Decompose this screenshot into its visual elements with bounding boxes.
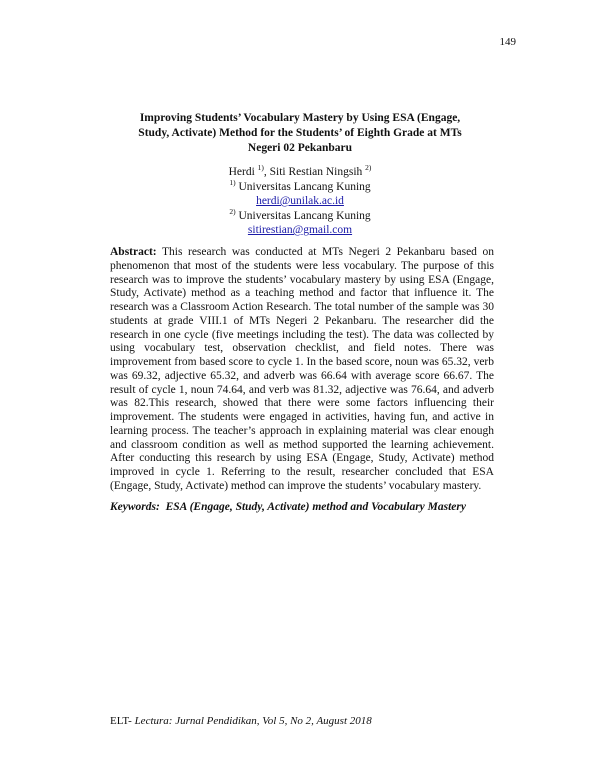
keywords-text: ESA (Engage, Study, Activate) method and Vocabulary Mastery (165, 501, 466, 513)
email-2-link[interactable]: sitirestian@gmail.com (247, 224, 353, 236)
author-line (0, 165, 600, 180)
abstract-label: Abstract: (110, 246, 157, 258)
author-separator: , (263, 166, 270, 178)
affiliation-2-text: Universitas Lancang Kuning (238, 209, 371, 222)
affiliation-2-sup: 2) (229, 206, 236, 216)
paper-title: Improving Students’ Vocabulary Mastery by Using ESA (Engage, Study, Activate) Method for the Students’ of Eighth Grade at MTs Negeri 02 Pekanbaru (138, 112, 462, 154)
author-2: Siti Restian Ningsih (269, 166, 363, 178)
keywords-label: Keywords: (110, 501, 160, 513)
author-2-sup: 2) (365, 163, 372, 172)
email-1-link[interactable]: herdi@unilak.ac.id (256, 195, 344, 207)
page-number: 149 (499, 36, 516, 48)
affiliation-1-text: Universitas Lancang Kuning (238, 180, 371, 193)
authors-block (0, 165, 600, 238)
affiliation-1-sup: 1) (229, 177, 236, 187)
footer-journal-citation: Lectura: Jurnal Pendidikan, Vol 5, No 2, August 2018 (134, 715, 372, 727)
affiliation-1 (0, 177, 600, 195)
affiliation-2 (0, 206, 600, 224)
footer-journal-prefix: ELT- (110, 715, 132, 727)
abstract-text: This research was conducted at MTs Negeri 2 Pekanbaru based on phenomenon that most of the students were less vocabulary. The purpose of this research was to improve the students’ vocabulary mastery by using ESA (Engage, Study, Activate) method as a teaching method and factor that influence it. The research was a Classroom Action Research. The total number of the sample was 30 students at grade VIII.1 of MTs Negeri 2 Pekanbaru. The researcher did the research in one cycle (five meetings including the test). The data was collected by using vocabulary test, observation checklist, and field notes. There was improvement from based score to cycle 1. In the based score, noun was 65.32, verb was 69.32, adjective 65.32, and adverb was 66.64 with average score 66.67. The result of cycle 1, noun 74.64, and verb was 81.32, adjective was 76.64, and adverb was 82.This research, showed that there were some factors influencing their improvement. The students were engaged in activities, having fun, and active in learning process. The teacher’s approach in explaining material was clear enough and classroom condition as well as method supported the learning achievement. After conducting this research by using ESA (Engage, Study, Activate) method improved in cycle 1. Referring to the result, researcher concluded that ESA (Engage, Study, Activate) method can improve the students’ vocabulary mastery. (110, 246, 494, 492)
page-footer (110, 715, 372, 727)
author-1-sup: 1) (257, 163, 264, 172)
keywords (110, 501, 510, 513)
author-1: Herdi (228, 166, 255, 178)
abstract (110, 246, 494, 494)
